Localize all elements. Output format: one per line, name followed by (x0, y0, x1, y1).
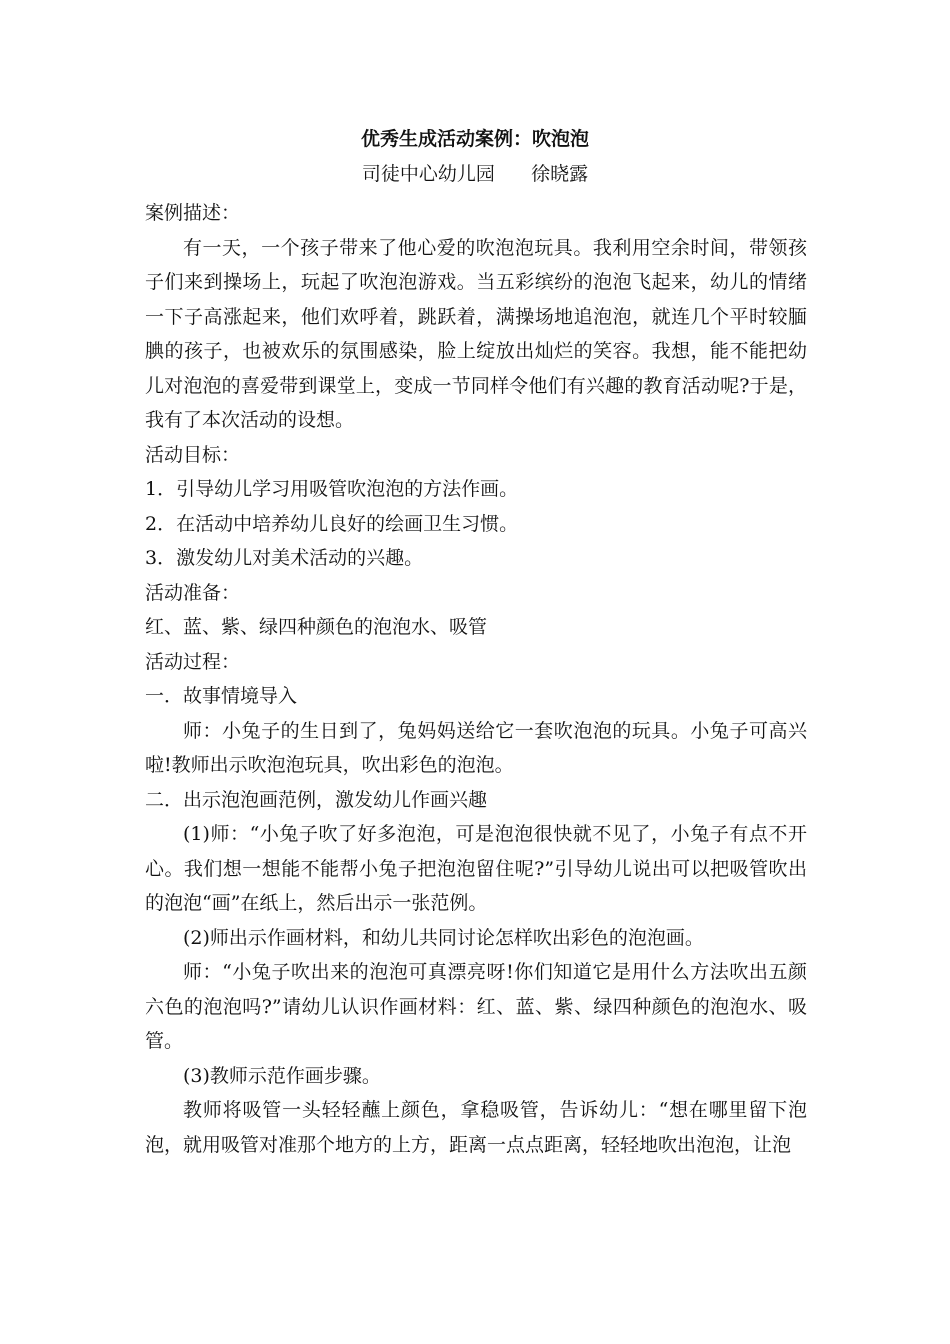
goal-item: 3．激发幼儿对美术活动的兴趣。 (145, 547, 424, 569)
goal-item: 1．引导幼儿学习用吸管吹泡泡的方法作画。 (145, 478, 519, 500)
process-step-heading: 一．故事情境导入 (145, 685, 298, 707)
author-line: 司徒中心幼儿园 徐晓露 (361, 163, 589, 185)
process-paragraph: 师：“小兔子吹出来的泡泡可真漂亮呀!你们知道它是用什么方法吹出五颜六色的泡泡吗?”请幼儿认识作画材料：红、蓝、紫、绿四种颜色的泡泡水、吸管。 (145, 961, 807, 1052)
description-paragraph: 有一天，一个孩子带来了他心爱的吹泡泡玩具。我利用空余时间，带领孩子们来到操场上，玩起了吹泡泡游戏。当五彩缤纷的泡泡飞起来，幼儿的情绪一下子高涨起来，他们欢呼着，跳跃着，满操场地追泡泡，就连几个平时较腼腆的孩子，也被欢乐的氛围感染，脸上绽放出灿烂的笑容。我想，能不能把幼儿对泡泡的喜爱带到课堂上，变成一节同样令他们有兴趣的教育活动呢?于是，我有了本次活动的设想。 (145, 236, 807, 431)
process-paragraph: (1)师：“小兔子吹了好多泡泡，可是泡泡很快就不见了，小兔子有点不开心。我们想一想能不能帮小兔子把泡泡留住呢?”引导幼儿说出可以把吸管吹出的泡泡“画”在纸上，然后出示一张范例。 (145, 823, 807, 914)
document-body (145, 196, 807, 1162)
prep-heading: 活动准备： (145, 581, 241, 604)
process-heading: 活动过程： (145, 650, 241, 673)
goals-heading: 活动目标： (145, 443, 241, 466)
prep-text: 红、蓝、紫、绿四种颜色的泡泡水、吸管 (145, 616, 488, 638)
process-paragraph: (3)教师示范作画步骤。 (183, 1064, 381, 1087)
description-heading: 案例描述： (145, 202, 241, 224)
process-step-heading: 二．出示泡泡画范例，激发幼儿作画兴趣 (145, 788, 488, 811)
process-paragraph: 师：小兔子的生日到了，兔妈妈送给它一套吹泡泡的玩具。小兔子可高兴啦!教师出示吹泡泡玩具，吹出彩色的泡泡。 (145, 719, 807, 776)
goal-item: 2．在活动中培养幼儿良好的绘画卫生习惯。 (145, 512, 519, 535)
process-paragraph: 教师将吸管一头轻轻蘸上颜色，拿稳吸管，告诉幼儿：“想在哪里留下泡泡，就用吸管对准那个地方的上方，距离一点点距离，轻轻地吹出泡泡，让泡 (145, 1099, 807, 1156)
document-title: 优秀生成活动案例：吹泡泡 (360, 128, 589, 150)
process-paragraph: (2)师出示作画材料，和幼儿共同讨论怎样吹出彩色的泡泡画。 (183, 926, 704, 949)
